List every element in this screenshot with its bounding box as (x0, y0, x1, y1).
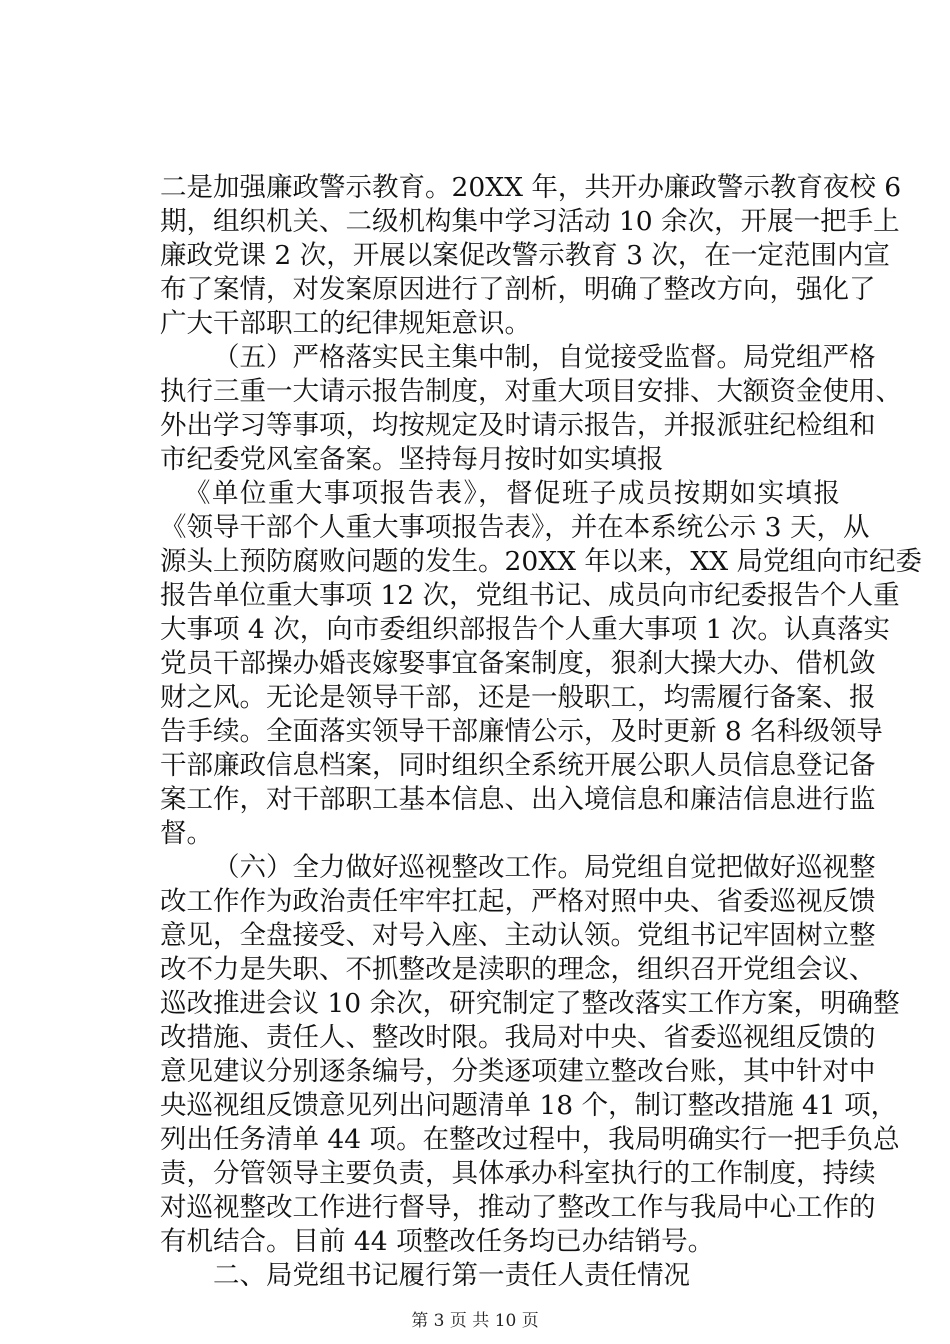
text-line: 《领导干部个人重大事项报告表》，并在本系统公示 3 天，从 (160, 512, 870, 543)
text-line: 对巡视整改工作进行督导，推动了整改工作与我局中心工作的 (160, 1192, 876, 1223)
section-heading-line: （五）严格落实民主集中制，自觉接受监督。局党组严格 (213, 342, 876, 373)
text-line: 廉政党课 2 次，开展以案促改警示教育 3 次，在一定范围内宣 (160, 240, 890, 271)
text-line: 督。 (160, 818, 213, 849)
text-line: 意见建议分别逐条编号，分类逐项建立整改台账，其中针对中 (160, 1056, 876, 1087)
text-line: 案工作，对干部职工基本信息、出入境信息和廉洁信息进行监 (160, 784, 876, 815)
text-line: 期，组织机关、二级机构集中学习活动 10 余次，开展一把手上 (160, 206, 900, 237)
text-line: 意见，全盘接受、对号入座、主动认领。党组书记牢固树立整 (160, 920, 876, 951)
section-heading-line: 二、局党组书记履行第一责任人责任情况 (213, 1260, 690, 1291)
text-line: 报告单位重大事项 12 次，党组书记、成员向市纪委报告个人重 (160, 580, 900, 611)
text-line: 责，分管领导主要负责，具体承办科室执行的工作制度，持续 (160, 1158, 876, 1189)
text-line: 《单位重大事项报告表》，督促班子成员按期如实填报 (184, 478, 840, 509)
text-line: 外出学习等事项，均按规定及时请示报告，并报派驻纪检组和 (160, 410, 876, 441)
text-line: 有机结合。目前 44 项整改任务均已办结销号。 (160, 1226, 715, 1257)
text-line: 告手续。全面落实领导干部廉情公示，及时更新 8 名科级领导 (160, 716, 883, 747)
text-line: 巡改推进会议 10 余次，研究制定了整改落实工作方案，明确整 (160, 988, 900, 1019)
text-line: 干部廉政信息档案，同时组织全系统开展公职人员信息登记备 (160, 750, 876, 781)
text-line: 央巡视组反馈意见列出问题清单 18 个，制订整改措施 41 项， (160, 1090, 898, 1121)
text-line: 广大干部职工的纪律规矩意识。 (160, 308, 531, 339)
text-line: 党员干部操办婚丧嫁娶事宜备案制度，狠刹大操大办、借机敛 (160, 648, 876, 679)
section-heading-line: （六）全力做好巡视整改工作。局党组自觉把做好巡视整 (213, 852, 876, 883)
text-line: 大事项 4 次，向市委组织部报告个人重大事项 1 次。认真落实 (160, 614, 890, 645)
text-line: 列出任务清单 44 项。在整改过程中，我局明确实行一把手负总 (160, 1124, 900, 1155)
text-line: 执行三重一大请示报告制度，对重大项目安排、大额资金使用、 (160, 376, 902, 407)
text-line: 改工作作为政治责任牢牢扛起，严格对照中央、省委巡视反馈 (160, 886, 876, 917)
page-number-footer: 第 3 页 共 10 页 (411, 1311, 539, 1331)
text-line: 布了案情，对发案原因进行了剖析，明确了整改方向，强化了 (160, 274, 876, 305)
text-line: 源头上预防腐败问题的发生。20XX 年以来，XX 局党组向市纪委 (160, 546, 923, 577)
text-line: 市纪委党风室备案。坚持每月按时如实填报 (160, 444, 664, 475)
text-line: 改不力是失职、不抓整改是渎职的理念，组织召开党组会议、 (160, 954, 876, 985)
text-line: 改措施、责任人、整改时限。我局对中央、省委巡视组反馈的 (160, 1022, 876, 1053)
text-line: 财之风。无论是领导干部，还是一般职工，均需履行备案、报 (160, 682, 876, 713)
text-line: 二是加强廉政警示教育。20XX 年，共开办廉政警示教育夜校 6 (160, 172, 902, 203)
